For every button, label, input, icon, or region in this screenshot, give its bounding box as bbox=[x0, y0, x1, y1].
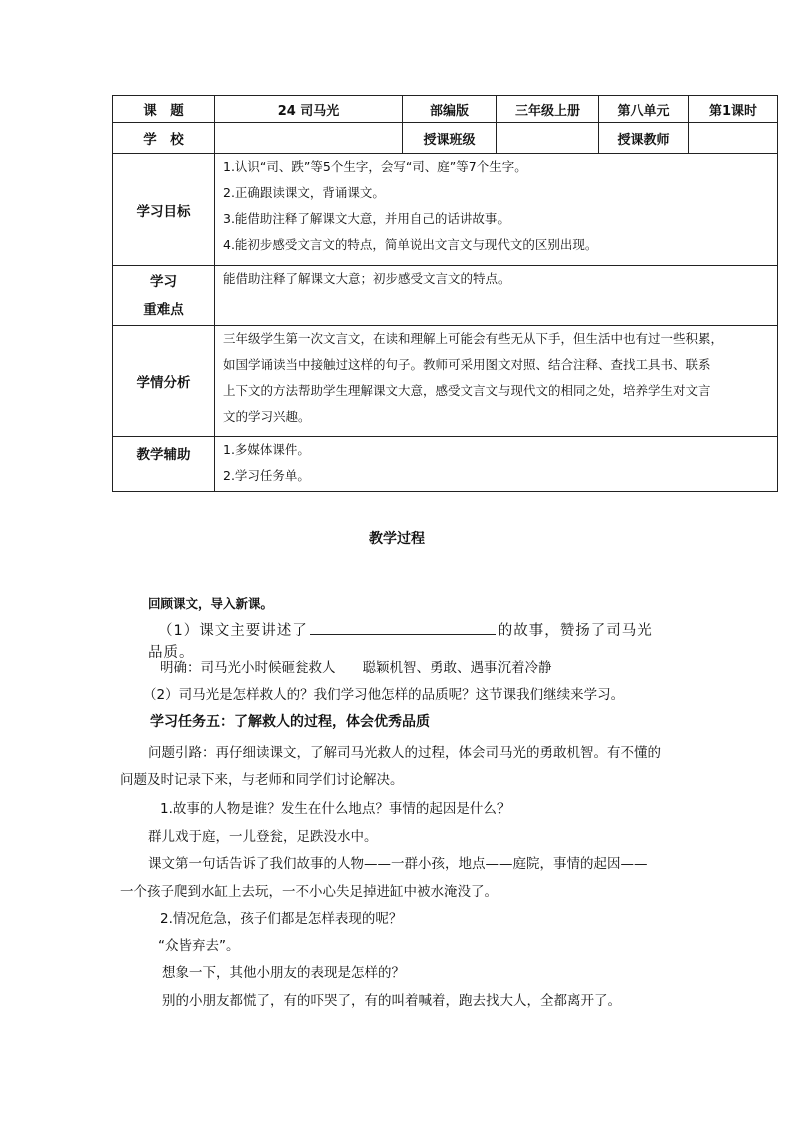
school-label: 学 校 bbox=[113, 123, 215, 154]
key-points-label bbox=[113, 266, 215, 326]
answer-blank bbox=[310, 620, 496, 635]
review-heading: 回顾课文，导入新课。 bbox=[148, 596, 274, 611]
teacher-value bbox=[689, 123, 778, 154]
question-1 bbox=[158, 619, 653, 640]
table-row bbox=[113, 96, 778, 123]
imagine-answer: 别的小朋友都慌了，有的吓哭了，有的叫着喊着，跑去找大人，全都离开了。 bbox=[162, 993, 621, 1009]
question-2: （2）司马光是怎样救人的？我们学习他怎样的品质呢？这节课我们继续来学习。 bbox=[143, 687, 625, 703]
table-row bbox=[113, 326, 778, 437]
analysis-content bbox=[215, 326, 778, 437]
analysis-line: 三年级学生第一次文言文，在读和理解上可能会有些无从下手，但生活中也有过一些积累， bbox=[223, 331, 724, 346]
lesson-info-table bbox=[112, 95, 778, 492]
table-row bbox=[113, 266, 778, 326]
explain-line-2: 一个孩子爬到水缸上去玩，一不小心失足掉进缸中被水淹没了。 bbox=[120, 884, 498, 900]
question-1-continued: 品质。 bbox=[148, 645, 195, 661]
analysis-label: 学情分析 bbox=[113, 326, 215, 437]
lesson-title: 24 司马光 bbox=[215, 96, 403, 123]
explain-line-1: 课文第一句话告诉了我们故事的人物——一群小孩，地点——庭院，事情的起因—— bbox=[148, 856, 648, 872]
table-row bbox=[113, 154, 778, 266]
guide-line-2: 问题及时记录下来，与老师和同学们讨论解决。 bbox=[120, 772, 404, 788]
aids-label: 教学辅助 bbox=[113, 437, 215, 492]
answer-1: 明确：司马光小时候砸瓮救人 聪颖机智、勇敢、遇事沉着冷静 bbox=[160, 660, 552, 676]
goal-item: 1.认识“司、跌”等5个生字，会写“司、庭”等7个生字。 bbox=[223, 159, 527, 174]
teacher-label: 授课教师 bbox=[599, 123, 689, 154]
unit-cell: 第八单元 bbox=[599, 96, 689, 123]
school-value bbox=[215, 123, 403, 154]
aid-item: 1.多媒体课件。 bbox=[223, 442, 310, 457]
analysis-line: 如国学诵读当中接触过这样的句子。教师可采用图文对照、结合注释、查找工具书、联系 bbox=[223, 357, 711, 372]
guide-line-1: 问题引路：再仔细读课文，了解司马光救人的过程，体会司马光的勇敢机智。有不懂的 bbox=[148, 745, 661, 761]
goal-item: 2.正确跟读课文，背诵课文。 bbox=[223, 185, 385, 200]
topic-label: 课 题 bbox=[113, 96, 215, 123]
goal-item: 3.能借助注释了解课文大意，并用自己的话讲故事。 bbox=[223, 211, 510, 226]
analysis-line: 上下文的方法帮助学生理解课文大意，感受文言文与现代文的相同之处，培养学生对文言 bbox=[223, 383, 711, 398]
table-row bbox=[113, 437, 778, 492]
key-points-content: 能借助注释了解课文大意；初步感受文言文的特点。 bbox=[215, 266, 778, 326]
imagine-question: 想象一下，其他小朋友的表现是怎样的？ bbox=[162, 965, 405, 981]
table-row bbox=[113, 123, 778, 154]
grade-cell: 三年级上册 bbox=[497, 96, 599, 123]
quote-1: 群儿戏于庭，一儿登瓮，足跌没水中。 bbox=[148, 829, 378, 845]
aids-content bbox=[215, 437, 778, 492]
goal-item: 4.能初步感受文言文的特点，简单说出文言文与现代文的区别出现。 bbox=[223, 237, 598, 252]
question-1-prefix: （1）课文主要讲述了 bbox=[158, 623, 308, 639]
question-danger: 2.情况危急，孩子们都是怎样表现的呢？ bbox=[160, 911, 403, 927]
class-value bbox=[497, 123, 599, 154]
quote-2: “众皆弃去”。 bbox=[158, 938, 240, 954]
analysis-line: 文的学习兴趣。 bbox=[223, 409, 311, 424]
period-cell: 第1课时 bbox=[689, 96, 778, 123]
goals-content bbox=[215, 154, 778, 266]
key-points-label-line2: 重难点 bbox=[143, 301, 184, 318]
goals-label: 学习目标 bbox=[113, 154, 215, 266]
key-points-label-line1: 学习 bbox=[150, 273, 177, 290]
question-story: 1.故事的人物是谁？发生在什么地点？事情的起因是什么？ bbox=[160, 801, 511, 817]
task-5-heading: 学习任务五：了解救人的过程，体会优秀品质 bbox=[150, 714, 430, 730]
edition-cell: 部编版 bbox=[403, 96, 497, 123]
process-title: 教学过程 bbox=[369, 531, 425, 547]
question-1-suffix: 的故事，赞扬了司马光 bbox=[497, 623, 653, 639]
class-label: 授课班级 bbox=[403, 123, 497, 154]
aid-item: 2.学习任务单。 bbox=[223, 468, 310, 483]
